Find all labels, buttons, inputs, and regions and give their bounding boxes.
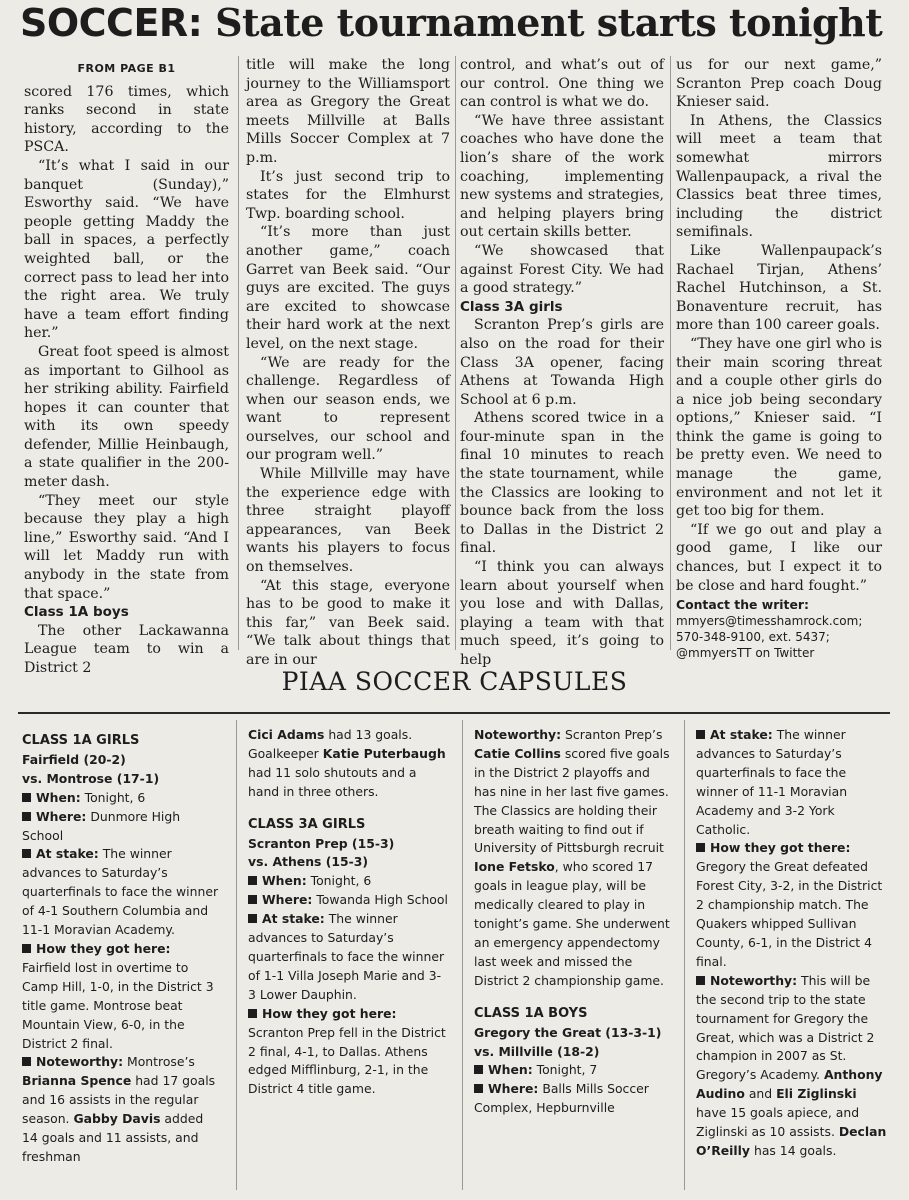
- column-divider: [238, 56, 239, 650]
- subhead-class-1a-boys: Class 1A boys: [24, 604, 129, 621]
- paragraph: “We showcased that against Forest City. We had a good strategy.”: [460, 242, 664, 297]
- headline-kicker: SOCCER:: [20, 1, 203, 45]
- capsule-stake: At stake: The winner advances to Saturday’s quarterfinals to face the winner of 4-1 Southern Columbia and 11-1 Moravian Academy.: [22, 846, 219, 938]
- paragraph: “We are ready for the challenge. Regardless of when our season ends, we want to represent ourselves, our school and our program well.”: [246, 354, 450, 464]
- capsule-team1: Fairfield (20-2): [22, 751, 126, 767]
- paragraph: “I think you can always learn about yourself when you lose and with Dallas, playing a team with that much speed, it’s going to help: [460, 559, 664, 668]
- capsule-how: How they got there: Gregory the Great defeated Forest City, 3-2, in the District 2 championship match. The Quakers whipped Sullivan County, 6-1, in the District 4 final.: [696, 840, 883, 969]
- contact-phone: 570-348-9100, ext. 5437;: [676, 630, 830, 645]
- column-divider: [684, 720, 685, 1190]
- paragraph: While Millville may have the experience edge with three straight playoff appearances, van Beek wants his players to focus on themselves.: [246, 466, 450, 576]
- capsule-stake: At stake: The winner advances to Saturday’s quarterfinals to face the winner of 11-1 Moravian Academy and 3-2 York Catholic.: [696, 727, 848, 837]
- capsule-team1: Gregory the Great (13-3-1): [474, 1024, 662, 1040]
- capsule-column-3: [474, 726, 672, 1118]
- capsule-team1: Scranton Prep (15-3): [248, 835, 395, 851]
- paragraph: “It’s what I said in our banquet (Sunday),” Esworthy said. “We have people getting Maddy the ball in spaces, a perfectly weighted ball, or the correct pass to lead her into the right area. We truly have a team effort finding her.”: [24, 157, 229, 342]
- capsule-how: How they got here: Fairfield lost in overtime to Camp Hill, 1-0, in the District 3 title game. Montrose beat Mountain View, 6-0, in the District 2 final.: [22, 940, 214, 1051]
- paragraph: “They meet our style because they play a high line,” Esworthy said. “And I will let Maddy run with anybody in the state from that space.”: [24, 492, 229, 602]
- bullet-square-icon: [248, 876, 257, 885]
- bullet-square-icon: [22, 812, 31, 821]
- paragraph: Scranton Prep’s girls are also on the road for their Class 3A opener, facing Athens at Towanda High School at 6 p.m.: [460, 317, 664, 408]
- capsule-where: Where: Balls Mills Soccer Complex, Hepburnville: [474, 1081, 649, 1116]
- jump-label: FROM PAGE B1: [77, 62, 176, 75]
- paragraph: Great foot speed is almost as important to Gilhool as her striking ability. Fairfield hopes it can counter that with its own speedy defender, Millie Heinbaugh, a state qualifier in the 200-meter dash.: [24, 343, 229, 491]
- paragraph: “At this stage, everyone has to be good to make it this far,” van Beek said. “We talk about things that are in our: [246, 577, 450, 668]
- paragraph: control, and what’s out of our control. One thing we can control is what we do.: [460, 57, 664, 111]
- capsule-noteworthy: Noteworthy: Montrose’s Brianna Spence had 17 goals and 16 assists in the regular season. Gabby Davis added 14 goals and 11 assists, and freshman: [22, 1054, 216, 1164]
- bullet-square-icon: [474, 1065, 483, 1074]
- bullet-square-icon: [248, 1009, 257, 1018]
- column-divider: [462, 720, 463, 1190]
- bullet-square-icon: [696, 976, 705, 985]
- column-divider: [455, 56, 456, 650]
- capsule-when: When: Tonight, 7: [474, 1061, 672, 1080]
- paragraph: “They have one girl who is their main scoring threat and a couple other girls do a nice job being secondary options,” Knieser said. “I think the game is going to be pretty even. We need to manage the game, environment and not let it get too big for them.: [676, 335, 882, 520]
- capsule-where: Where: Towanda High School: [248, 891, 448, 910]
- contact-block: [676, 597, 882, 661]
- paragraph: scored 176 times, which ranks second in state history, according to the PSCA.: [24, 83, 229, 156]
- bullet-square-icon: [248, 914, 257, 923]
- bullet-square-icon: [22, 944, 31, 953]
- capsule-class-heading: CLASS 1A BOYS: [474, 1005, 588, 1021]
- headline-title: State tournament starts tonight: [215, 0, 883, 45]
- paragraph: It’s just second trip to states for the Elmhurst Twp. boarding school.: [246, 168, 450, 222]
- bullet-square-icon: [248, 895, 257, 904]
- capsule-noteworthy: Noteworthy: This will be the second trip to the state tournament for Gregory the Great, which was a District 2 champion in 2007 as St. Gregory’s Academy. Anthony Audino and Eli Ziglinski have 15 goals apiece, and Ziglinski as 10 assists. Declan O’Reilly has 14 goals.: [696, 972, 887, 1158]
- capsules-title: PIAA SOCCER CAPSULES: [281, 667, 628, 696]
- bullet-square-icon: [696, 843, 705, 852]
- contact-email[interactable]: mmyers@timesshamrock.com;: [676, 614, 863, 629]
- story-column-2: [246, 56, 450, 670]
- contact-twitter[interactable]: @mmyersTT on Twitter: [676, 646, 815, 661]
- capsule-column-4: [696, 726, 888, 1161]
- story-column-1: [24, 60, 229, 678]
- capsule-team2: vs. Montrose (17-1): [22, 770, 160, 786]
- story-column-3: [460, 56, 664, 670]
- paragraph: us for our next game,” Scranton Prep coach Doug Knieser said.: [676, 57, 882, 111]
- story-column-4: [676, 56, 882, 661]
- capsule-class-heading: CLASS 1A GIRLS: [22, 733, 140, 748]
- column-divider: [236, 720, 237, 1190]
- bullet-square-icon: [22, 849, 31, 858]
- capsule-when: When: Tonight, 6: [248, 872, 448, 891]
- capsule-when: When: Tonight, 6: [22, 789, 222, 808]
- capsule-noteworthy-cont: Cici Adams had 13 goals. Goalkeeper Katie Puterbaugh had 11 solo shutouts and a hand in three others.: [248, 727, 446, 799]
- section-rule: [18, 712, 890, 714]
- paragraph: “If we go out and play a good game, I like our chances, but I expect it to be close and hard fought.”: [676, 521, 882, 594]
- paragraph: Athens scored twice in a four-minute span in the final 10 minutes to reach the state tournament, while the Classics are looking to bounce back from the loss to Dallas in the District 2 final.: [460, 410, 664, 557]
- paragraph: The other Lackawanna League team to win a District 2: [24, 622, 229, 676]
- paragraph: title will make the long journey to the Williamsport area as Gregory the Great meets Millville at Balls Mills Soccer Complex at 7 p.m.: [246, 57, 450, 166]
- subhead-class-3a-girls: Class 3A girls: [460, 298, 563, 315]
- paragraph: Like Wallenpaupack’s Rachael Tirjan, Athens’ Rachel Hutchinson, a St. Bonaventure recruit, has more than 100 career goals.: [676, 242, 882, 334]
- paragraph: “We have three assistant coaches who have done the lion’s share of the work coaching, implementing new systems and strategies, and helping players bring out certain skills better.: [460, 112, 664, 241]
- capsule-where: Where: Dunmore High School: [22, 808, 181, 843]
- paragraph: “It’s more than just another game,” coach Garret van Beek said. “Our guys are excited. The guys are excited to showcase their hard work at the next level, on the next stage.: [246, 224, 450, 352]
- capsule-team2: vs. Millville (18-2): [474, 1043, 600, 1059]
- bullet-square-icon: [22, 793, 31, 802]
- bullet-square-icon: [22, 1057, 31, 1066]
- capsule-team2: vs. Athens (15-3): [248, 854, 369, 870]
- bullet-square-icon: [696, 730, 705, 739]
- capsule-stake: At stake: The winner advances to Saturday’s quarterfinals to face the winner of 1-1 Villa Joseph Marie and 3-3 Lower Dauphin.: [248, 911, 445, 1002]
- capsule-column-1: [22, 726, 222, 1167]
- capsule-class-heading: CLASS 3A GIRLS: [248, 816, 366, 832]
- column-divider: [670, 56, 671, 650]
- capsule-column-2: [248, 726, 448, 1099]
- headline: [20, 0, 900, 46]
- bullet-square-icon: [474, 1084, 483, 1093]
- capsule-noteworthy: Noteworthy: Scranton Prep’s Catie Collins scored five goals in the District 2 playoffs and has nine in her last five games. The Classics are holding their breath waiting to find out if University of Pittsburgh recruit Ione Fetsko, who scored 17 goals in league play, will be medically cleared to play in tonight’s game. She underwent an emergency appendectomy last week and missed the District 2 championship game.: [474, 727, 670, 988]
- contact-label: Contact the writer:: [676, 597, 809, 613]
- paragraph: In Athens, the Classics will meet a team that somewhat mirrors Wallenpaupack, a rival the Classics beat three times, including the district semifinals.: [676, 112, 882, 241]
- capsule-how: How they got here: Scranton Prep fell in the District 2 final, 4-1, to Dallas. Athens edged Mifflinburg, 2-1, in the District 4 title game.: [248, 1005, 446, 1097]
